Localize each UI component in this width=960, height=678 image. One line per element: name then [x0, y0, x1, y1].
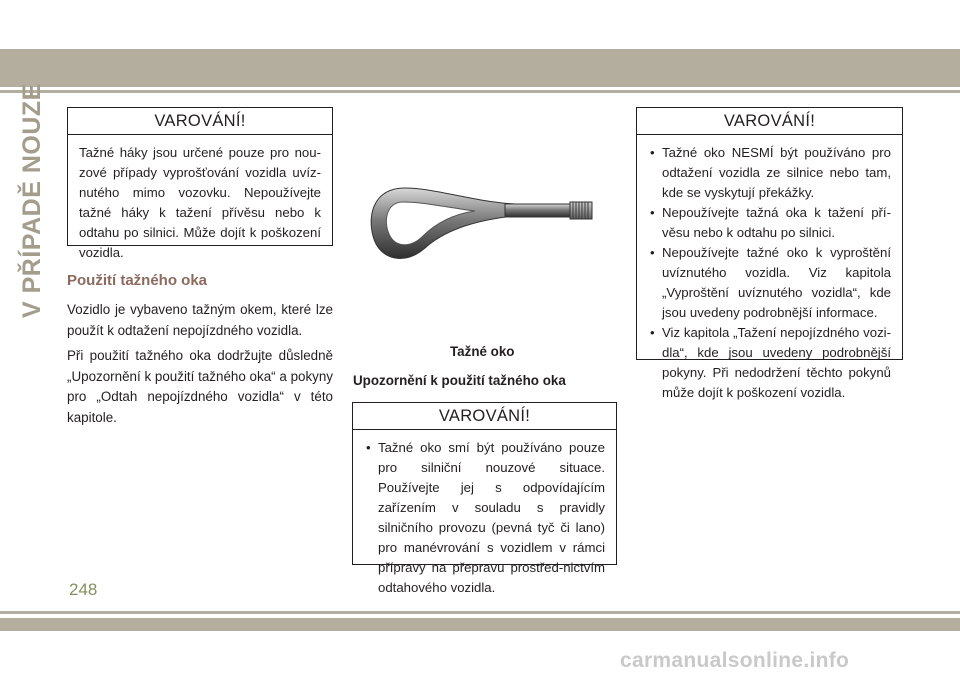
list-item: • Viz kapitola „Tažení nepojízdného vozi-dla“, kde jsou uvedeny podrobnější pokyny. Při nedodržení těchto pokynů může dojít k poškození vozidla. — [648, 323, 891, 403]
warning-heading: VAROVÁNÍ! — [637, 108, 902, 135]
footer-rule — [0, 611, 960, 614]
figure-caption: Tažné oko — [450, 344, 515, 359]
tow-eye-icon — [365, 178, 605, 278]
tow-eye-illustration — [365, 178, 605, 283]
warning-heading: VAROVÁNÍ! — [353, 403, 616, 430]
warning-text: Tažné háky jsou určené pouze pro nou-zové případy vyprošťování vozidla uvíz-nutého mimo vozovku. Nepoužívejte tažné háky k tažení přívěsu nebo k odtahu po silnici. Může dojít k poškození vozidla. — [79, 145, 321, 260]
warning-list — [648, 143, 891, 403]
list-item: • Nepoužívejte tažné oko k vyproštění uvíznutého vozidla. Viz kapitola „Vyproštění uvíznutého vozidla“, kde jsou uvedeny podrobnější informace. — [648, 243, 891, 323]
list-item: • Nepoužívejte tažná oka k tažení pří-věsu nebo k odtahu po silnici. — [648, 203, 891, 243]
warning-list — [364, 438, 605, 598]
watermark: carmanualsonline.info — [620, 649, 850, 672]
paragraph: Vozidlo je vybaveno tažným okem, které lze použít k odtažení nepojízdného vozidla. — [67, 302, 333, 338]
list-item: • Tažné oko NESMÍ být používáno pro odtažení vozidla ze silnice nebo tam, kde se vyskytují překážky. — [648, 143, 891, 203]
middle-heading: Upozornění k použití tažného oka — [353, 373, 566, 388]
warning-body — [353, 430, 616, 606]
warning-box-middle — [352, 402, 617, 595]
section-title-text: V PŘÍPADĚ NOUZE — [18, 83, 46, 318]
list-item: • Tažné oko smí být používáno pouze pro silniční nouzové situace. Používejte jej s odpovídajícím zařízením v souladu s pravidly silničního provozu (pevná tyč či lano) pro manévrování s vozidlem v rámci přípravy na přepravu prostřed-nictvím odtahového vozidla. — [364, 438, 605, 598]
footer-band — [0, 618, 960, 631]
warning-body — [637, 135, 902, 411]
header-rule — [0, 90, 960, 93]
page-number: 248 — [69, 580, 98, 599]
header-band — [0, 49, 960, 87]
warning-box-right — [636, 107, 903, 400]
section-subheading: Použití tažného oka — [67, 272, 208, 289]
warning-box-left — [67, 107, 333, 260]
warning-heading: VAROVÁNÍ! — [68, 108, 332, 135]
warning-body — [68, 135, 332, 271]
paragraph: Při použití tažného oka dodržujte důsledně „Upozornění k použití tažného oka“ a pokyny pro „Odtah nepojízdného vozidla“ v této kapitole. — [67, 348, 333, 425]
